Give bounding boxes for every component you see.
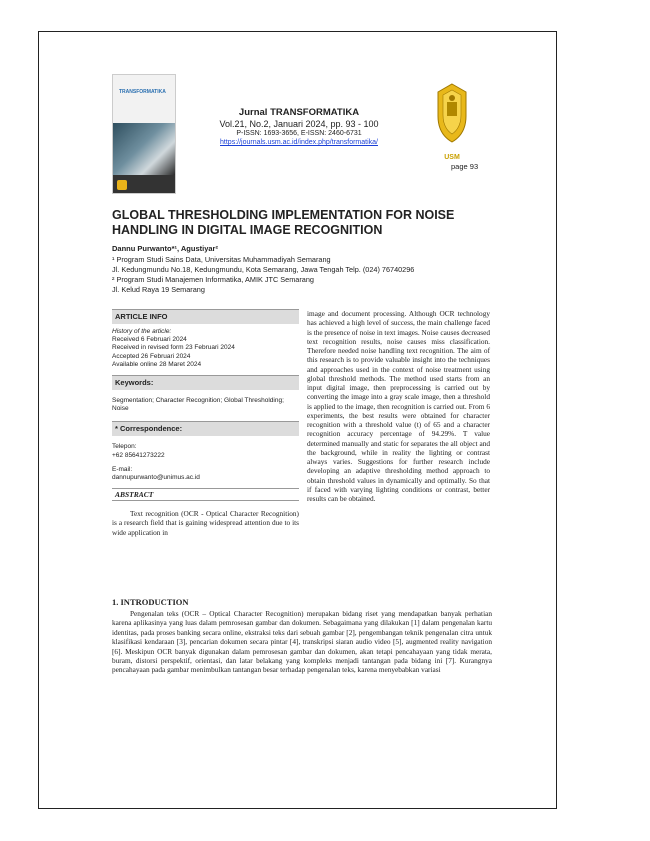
journal-volume: Vol.21, No.2, Januari 2024, pp. 93 - 100 <box>219 119 379 129</box>
journal-url-link[interactable]: https://journals.usm.ac.id/index.php/transformatika/ <box>220 139 378 146</box>
affiliation-line: Jl. Kelud Raya 19 Semarang <box>112 285 205 294</box>
affiliation-line: ¹ Program Studi Sains Data, Universitas Muhammadiyah Semarang <box>112 255 331 264</box>
phone-label: Telepon: <box>112 443 137 451</box>
journal-name: Jurnal TRANSFORMATIKA <box>238 107 360 118</box>
online-date: Available online 28 Maret 2024 <box>112 360 202 368</box>
introduction-text: Pengenalan teks (OCR – Optical Character Recognition) merupakan bidang riset yang mendapatkan banyak perhatian karena aplikasinya yang luas dalam pemrosesan gambar dan dokumen. Sebagaimana yang dilakukan [1] dalam pengenalan kartu identitas, pada proses banking secara online, ekstraksi teks dari sebuah gambar [2], pengembangan teknik pengenalan citra untuk klasifikasi kendaraan [3], pencarian dokumen secara pintar [4], transkripsi siaran audio video [5], augmented reality navigation [6]. Meskipun OCR banyak digunakan dalam pemrosesan gambar dan dokumen, akan tetapi pencahayaan yang tidak merata, buram, distorsi perspektif, orientasi, dan latar belakang yang kompleks menjadi tantangan pada bidang ini [7]. Kurangnya pencahayaan pada gambar menimbulkan tantangan besar terhadap pengenalan teks, karena menyebabkan variasi <box>112 609 492 675</box>
correspondence-header: * Correspondence: <box>112 421 299 436</box>
paper-title: GLOBAL THRESHOLDING IMPLEMENTATION FOR NOISE HANDLING IN DIGITAL IMAGE RECOGNITION <box>112 208 455 237</box>
introduction-heading: 1. INTRODUCTION <box>112 597 189 607</box>
seal-label: USM <box>444 154 460 161</box>
history-label: History of the article: <box>112 328 172 335</box>
email-address[interactable]: dannupurwanto@unimus.ac.id <box>112 474 200 482</box>
keywords-header: Keywords: <box>112 375 299 390</box>
article-info-column <box>112 309 299 537</box>
abstract-header: ABSTRACT <box>112 489 299 501</box>
article-info-header: ARTICLE INFO <box>112 309 299 324</box>
journal-cover-image <box>112 74 176 194</box>
page-number: page 93 <box>451 162 479 171</box>
received-date: Received 6 Februari 2024 <box>112 336 187 344</box>
paper-authors: Dannu Purwanto*¹, Agustiyar² <box>112 244 218 253</box>
journal-issn: P-ISSN: 1693-3656, E-ISSN: 2460-6731 <box>236 130 362 137</box>
cover-brand-text: TRANSFORMATIKA <box>119 89 166 95</box>
abstract-right-text: image and document processing. Although OCR technology has achieved a high level of success, the main challenge faced is the presence of noise in text images. Noise causes decreased text recognition results, noise causes miss classification. Therefore needed noise handling text recognition. The aim of this research is to provide valuable insight into the techniques and approaches used in the context of noise treatment using global threshold methods. The method used starts from an input digital image, then preprocessing is carried out by converting the image into a gray scale image, then a threshold is applied to the image, then recognition is carried out. From 6 experiments, the best results were obtained for character recognition with a threshold value (t) of 65 and a character recognition accuracy percentage of 94.29%. T value determined manually and static for separates the all object and the background, while in reality the lighting or contrast always varies. Suggestions for further research include developing an adaptive thresholding method approach to obtain threshold values in dynamically and optimally. So that if faced with varying lighting conditions or contrast, better results can be obtained. <box>307 309 490 503</box>
journal-page <box>38 31 557 809</box>
accepted-date: Accepted 26 Februari 2024 <box>112 352 191 360</box>
abstract-left-text: Text recognition (OCR - Optical Character Recognition) is a research field that is gaining widespread attention due to its wide application in <box>112 509 299 537</box>
affiliation-line: Jl. Kedungmundu No.18, Kedungmundu, Kota Semarang, Jawa Tengah Telp. (024) 76740296 <box>112 265 415 274</box>
revised-date: Received in revised form 23 Februari 2024 <box>112 344 235 352</box>
university-seal-logo <box>434 82 470 148</box>
keywords-list: Segmentation; Character Recognition; Global Thresholding; Noise <box>112 397 284 413</box>
phone-number: +62 85641273222 <box>112 451 165 459</box>
affiliation-line: ² Program Studi Manajemen Informatika, AMIK JTC Semarang <box>112 275 314 284</box>
email-label: E-mail: <box>112 465 133 473</box>
